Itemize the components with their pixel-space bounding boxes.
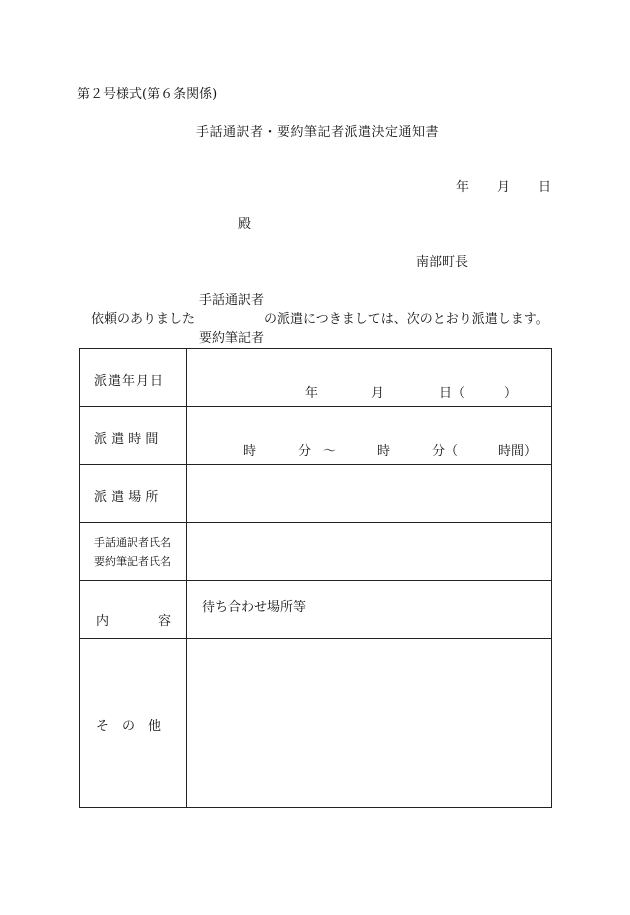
total-hours-label: 時間） [498,444,538,459]
date-year-label: 年 [456,180,470,195]
dispatch-time-field[interactable] [187,407,552,465]
dispatch-time-label: 派 遣 時 間 [94,432,159,447]
dispatch-date-field[interactable] [187,349,552,407]
content-field[interactable] [187,581,552,639]
date-month-label: 月 [497,180,511,195]
start-minute-label: 分 [298,444,312,459]
intro-interpreter: 手話通訳者 [199,293,265,308]
dispatch-table [79,348,552,808]
range-tilde: 〜 [323,444,337,459]
label-cell [80,465,187,523]
form-number: 第２号様式(第６条関係) [77,87,218,102]
row-other [80,639,552,808]
label-cell [80,407,187,465]
weekday-close: ） [504,386,518,401]
content-label-second: 容 [158,614,172,629]
writer-name-label: 要約筆記者氏名 [94,555,171,568]
dispatch-place-field[interactable] [187,465,552,523]
meeting-place-note: 待ち合わせ場所等 [202,600,307,615]
year-label: 年 [305,386,319,401]
intro-summary-writer: 要約筆記者 [199,331,265,346]
label-cell [80,523,187,581]
end-minute-label: 分（ [432,444,459,459]
addressee-suffix: 殿 [238,217,252,232]
names-label [94,533,171,571]
row-dispatch-date [80,349,552,407]
other-label: そ の 他 [96,719,162,734]
month-label: 月 [371,386,385,401]
label-cell [80,581,187,639]
intro-suffix: の派遣につきましては、次のとおり派遣します。 [264,312,549,327]
other-field[interactable] [187,639,552,808]
row-dispatch-time [80,407,552,465]
label-cell [80,349,187,407]
content-label-first: 内 [96,614,110,629]
label-cell [80,639,187,808]
intro-prefix: 依頼のありました [91,312,196,327]
interpreter-name-label: 手話通訳者氏名 [94,536,171,549]
row-personnel-names [80,523,552,581]
dispatch-date-label: 派遣年月日 [94,374,165,389]
day-label: 日（ [439,386,466,401]
dispatch-place-label: 派 遣 場 所 [94,490,159,505]
row-content [80,581,552,639]
date-day-label: 日 [538,180,552,195]
personnel-names-field[interactable] [187,523,552,581]
row-dispatch-place [80,465,552,523]
document-title: 手話通訳者・要約筆記者派遣決定通知書 [196,125,440,140]
start-hour-label: 時 [243,444,257,459]
end-hour-label: 時 [377,444,391,459]
sender-name: 南部町長 [416,255,469,270]
